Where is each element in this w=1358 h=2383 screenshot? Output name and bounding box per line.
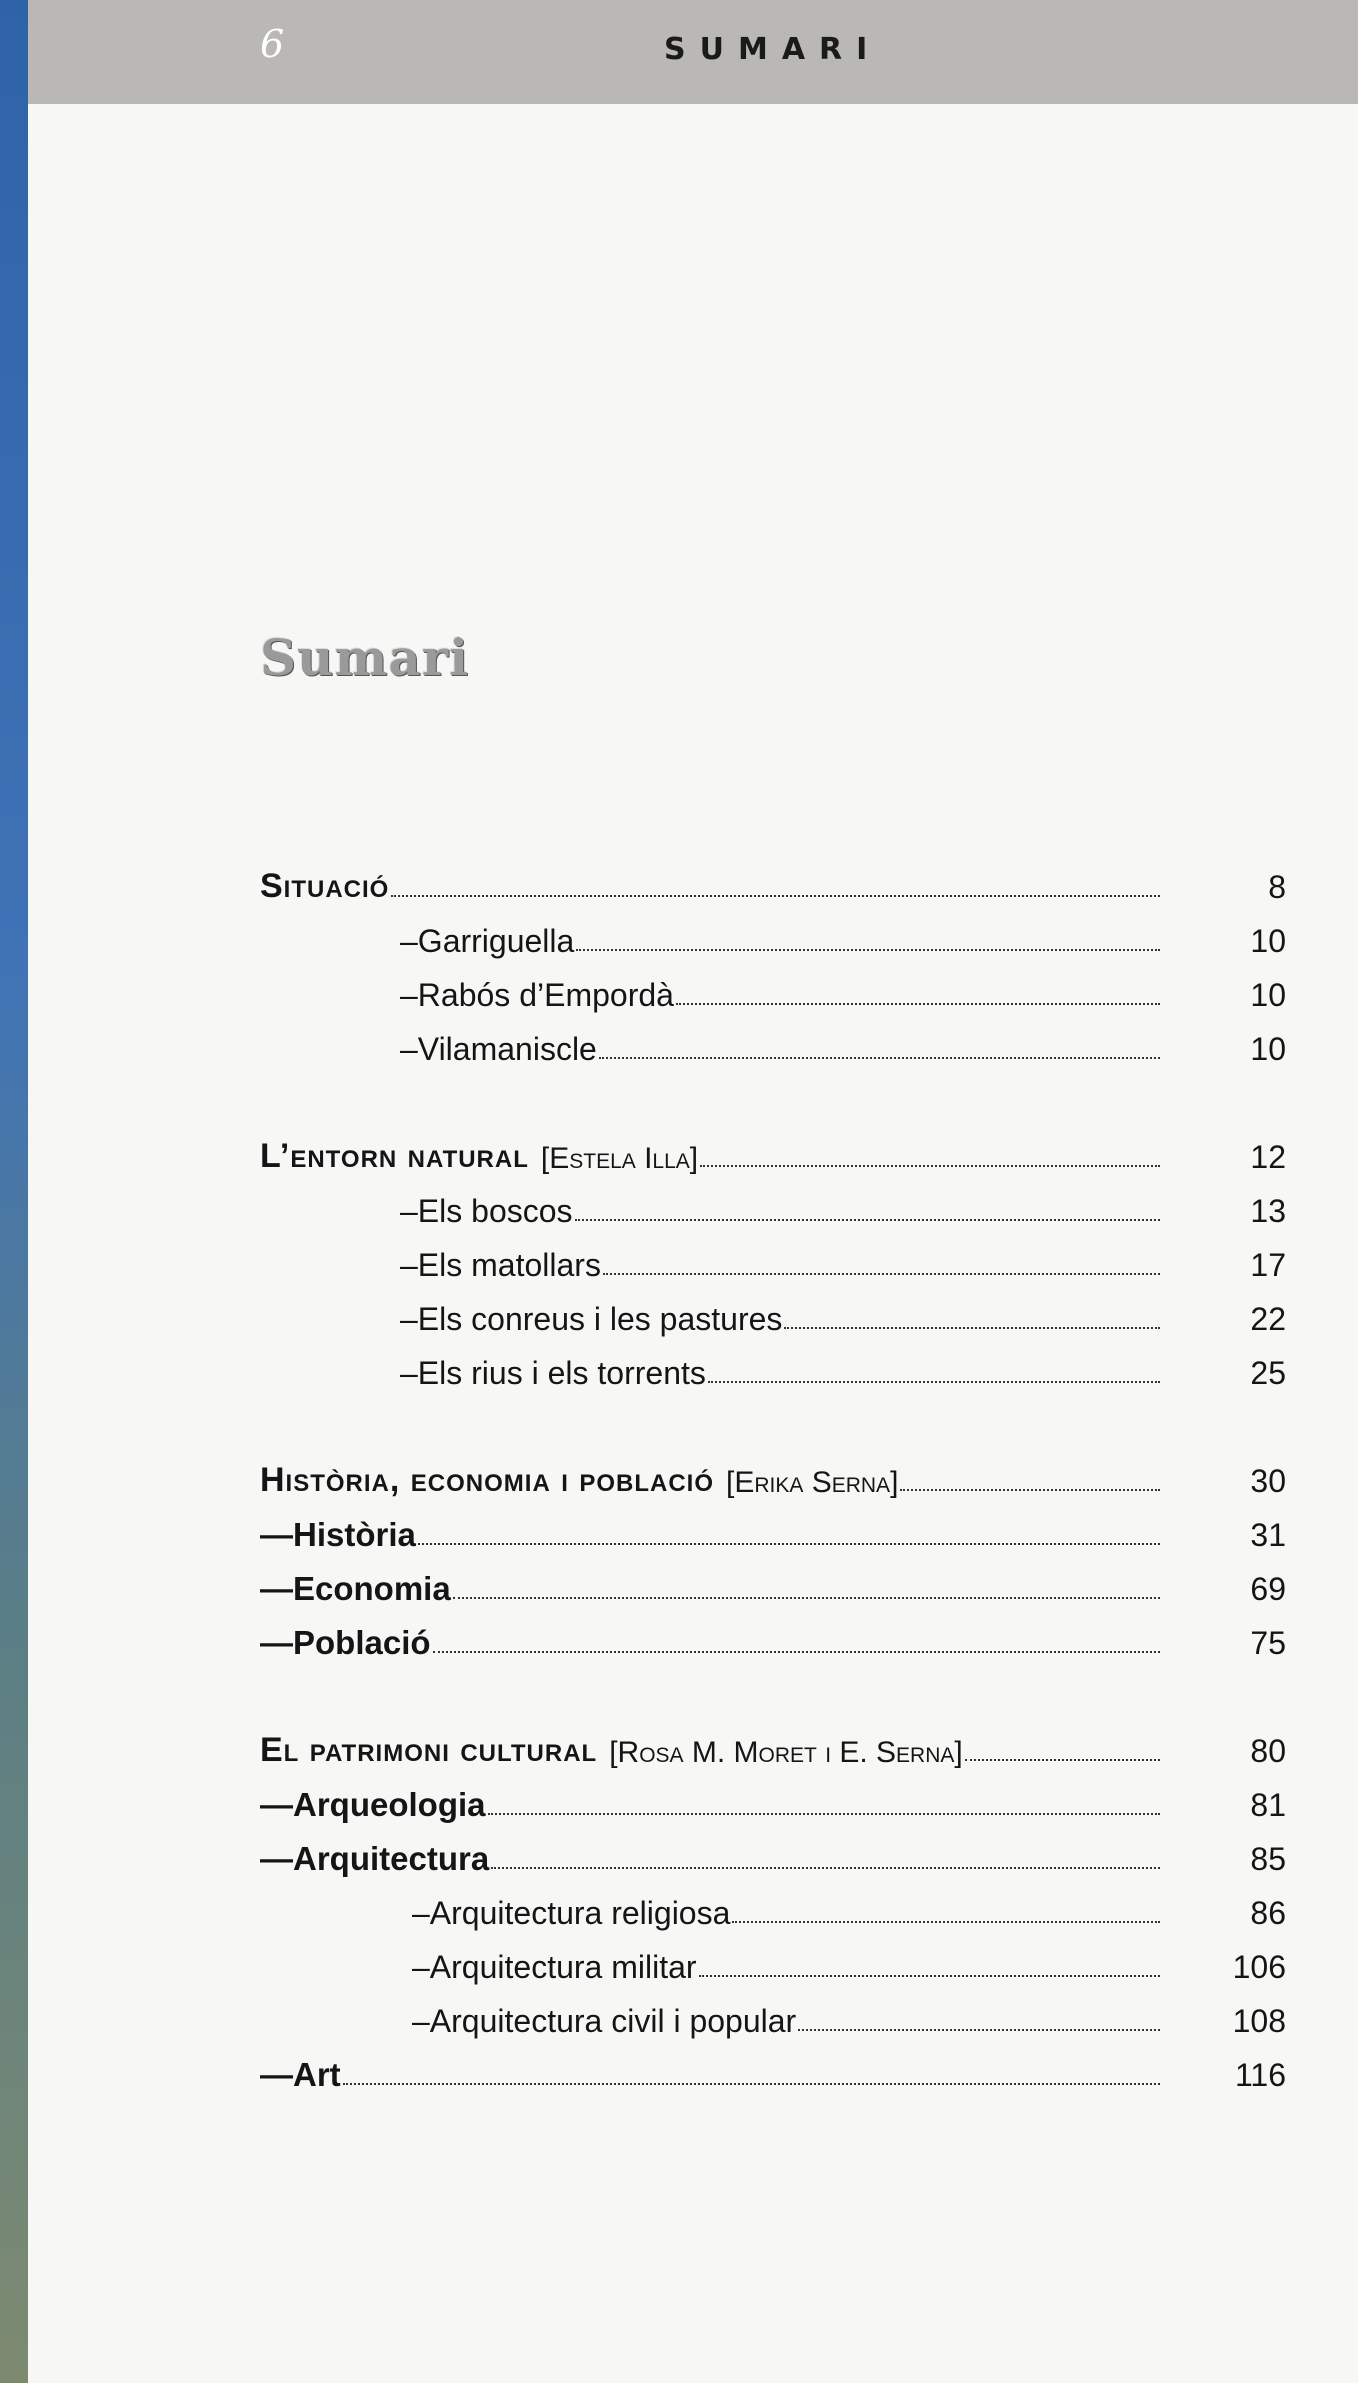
dot-leader xyxy=(433,1651,1160,1653)
toc-entry-page: 8 xyxy=(1268,869,1286,905)
toc-entry-garriguella[interactable] xyxy=(260,916,1290,960)
dot-leader xyxy=(343,2083,1160,2085)
toc-entry-arqueologia[interactable] xyxy=(260,1780,1290,1824)
toc-entry-label: –Rabós d’Empordà xyxy=(400,977,674,1013)
toc-entry-economia[interactable] xyxy=(260,1564,1290,1608)
toc-entry-label: –Arquitectura militar xyxy=(412,1949,697,1985)
toc-entry-label: L’entorn natural xyxy=(260,1137,529,1175)
dot-leader xyxy=(576,949,1160,951)
toc-entry-label: —Economia xyxy=(260,1570,451,1607)
toc-entry-arquitectura-militar[interactable] xyxy=(260,1942,1290,1986)
toc-entry-label: –Garriguella xyxy=(400,923,575,959)
dot-leader xyxy=(700,1165,1160,1167)
page-number: 6 xyxy=(260,22,285,66)
toc-entry-page: 86 xyxy=(1250,1895,1286,1931)
book-page xyxy=(28,0,1358,2383)
toc-entry-entorn-natural[interactable] xyxy=(260,1132,1290,1176)
toc-entry-label: –Arquitectura religiosa xyxy=(412,1895,731,1931)
toc-entry-page: 25 xyxy=(1250,1355,1286,1391)
toc-entry-rius[interactable] xyxy=(260,1348,1290,1392)
dot-leader xyxy=(798,2029,1160,2031)
toc-entry-arquitectura-religiosa[interactable] xyxy=(260,1888,1290,1932)
toc-entry-page: 106 xyxy=(1232,1949,1286,1985)
toc-entry-label: –Els rius i els torrents xyxy=(400,1355,706,1391)
dot-leader xyxy=(491,1867,1160,1869)
toc-entry-label: –Vilamaniscle xyxy=(400,1031,597,1067)
dot-leader xyxy=(732,1921,1160,1923)
toc-entry-label: Situació xyxy=(260,867,390,905)
toc-entry-label: –Arquitectura civil i popular xyxy=(412,2003,797,2039)
toc-entry-vilamaniscle[interactable] xyxy=(260,1024,1290,1068)
toc-entry-label: —Història xyxy=(260,1516,416,1553)
dot-leader xyxy=(965,1759,1160,1761)
toc-entry-matollars[interactable] xyxy=(260,1240,1290,1284)
toc-entry-arquitectura[interactable] xyxy=(260,1834,1290,1878)
toc-entry-author: [Rosa M. Moret i E. Serna] xyxy=(609,1736,963,1769)
book-edge-strip xyxy=(0,0,28,2383)
toc-entry-page: 17 xyxy=(1250,1247,1286,1283)
toc-entry-page: 13 xyxy=(1250,1193,1286,1229)
running-header xyxy=(28,0,1358,104)
toc-entry-label: Història, economia i població xyxy=(260,1461,715,1499)
toc-entry-conreus[interactable] xyxy=(260,1294,1290,1338)
dot-leader xyxy=(708,1381,1160,1383)
toc-entry-page: 85 xyxy=(1250,1841,1286,1877)
toc-entry-page: 75 xyxy=(1250,1625,1286,1661)
toc-entry-historia-economia[interactable] xyxy=(260,1456,1290,1500)
toc-entry-situacio[interactable] xyxy=(260,862,1290,906)
toc-entry-page: 10 xyxy=(1250,923,1286,959)
toc-entry-label: —Població xyxy=(260,1624,431,1661)
dot-leader xyxy=(900,1489,1160,1491)
toc-entry-label: —Arquitectura xyxy=(260,1840,490,1877)
toc-entry-page: 22 xyxy=(1250,1301,1286,1337)
toc-entry-page: 31 xyxy=(1250,1517,1286,1553)
toc-entry-label: El patrimoni cultural xyxy=(260,1731,598,1769)
toc-entry-boscos[interactable] xyxy=(260,1186,1290,1230)
toc-entry-page: 30 xyxy=(1250,1463,1286,1499)
dot-leader xyxy=(603,1273,1160,1275)
dot-leader xyxy=(784,1327,1160,1329)
running-header-title: SUMARI xyxy=(664,32,882,67)
dot-leader xyxy=(599,1057,1160,1059)
toc-entry-label: —Arqueologia xyxy=(260,1786,486,1823)
toc-entry-patrimoni-cultural[interactable] xyxy=(260,1726,1290,1770)
toc-entry-page: 108 xyxy=(1232,2003,1286,2039)
toc-entry-page: 116 xyxy=(1234,2057,1286,2093)
toc-entry-author: [Erika Serna] xyxy=(726,1466,899,1499)
contents-heading: Sumari xyxy=(260,628,470,687)
dot-leader xyxy=(453,1597,1160,1599)
toc-entry-label: –Els boscos xyxy=(400,1193,573,1229)
dot-leader xyxy=(488,1813,1160,1815)
dot-leader xyxy=(676,1003,1160,1005)
toc-entry-author: [Estela Illa] xyxy=(540,1142,699,1175)
toc-entry-art[interactable] xyxy=(260,2050,1290,2094)
toc-entry-label: –Els matollars xyxy=(400,1247,601,1283)
toc-entry-arquitectura-civil[interactable] xyxy=(260,1996,1290,2040)
toc-entry-label: –Els conreus i les pastures xyxy=(400,1301,783,1337)
toc-entry-page: 69 xyxy=(1250,1571,1286,1607)
dot-leader xyxy=(418,1543,1160,1545)
toc-entry-rabos[interactable] xyxy=(260,970,1290,1014)
dot-leader xyxy=(575,1219,1160,1221)
dot-leader xyxy=(391,895,1160,897)
dot-leader xyxy=(699,1975,1160,1977)
toc-entry-page: 10 xyxy=(1250,977,1286,1013)
toc-entry-page: 12 xyxy=(1250,1139,1286,1175)
toc-entry-page: 10 xyxy=(1250,1031,1286,1067)
toc-entry-page: 80 xyxy=(1250,1733,1286,1769)
toc-entry-page: 81 xyxy=(1250,1787,1286,1823)
toc-entry-poblacio[interactable] xyxy=(260,1618,1290,1662)
toc-entry-historia[interactable] xyxy=(260,1510,1290,1554)
toc-entry-label: —Art xyxy=(260,2056,341,2093)
